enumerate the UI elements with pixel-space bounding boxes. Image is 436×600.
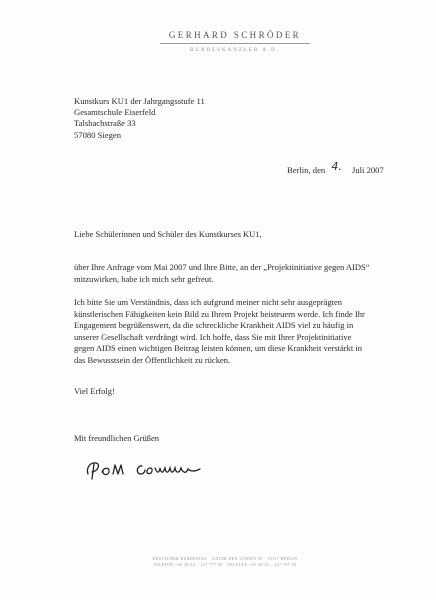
date-suffix: Juli 2007 <box>352 165 384 175</box>
paragraph-line: Ich bitte Sie um Verständnis, dass ich aufgrund meiner nicht sehr ausgeprägten <box>74 297 342 307</box>
paragraph-2 <box>74 297 394 367</box>
letter-date <box>287 160 384 176</box>
paragraph-line: künstlerischen Fähigkeiten kein Bild zu Ihrem Projekt beisteuern werde. Ich finde Ihr <box>74 308 365 319</box>
closing: Viel Erfolg! <box>74 386 115 396</box>
greeting: Mit freundlichen Grüßen <box>74 433 159 443</box>
salutation: Liebe Schülerinnen und Schüler des Kunstkurses KU1, <box>74 229 262 239</box>
recipient-line: Kunstkurs KU1 der Jahrgangsstufe 11 <box>74 96 205 106</box>
letterhead-title: BUNDESKANZLER A.D. <box>189 48 281 53</box>
footer-line: DEUTSCHER BUNDESTAG · UNTER DEN LINDEN 50 · 10117 BERLIN <box>152 557 298 561</box>
paragraph-line: über Ihre Anfrage vom Mai 2007 und Ihre Bitte, an der „Projektinitiative gegen AIDS“ <box>74 262 370 272</box>
date-day-handwritten: 4. <box>331 160 342 173</box>
recipient-line: 57080 Siegen <box>74 129 122 140</box>
signature-image <box>80 452 215 482</box>
recipient-line: Talsbachstraße 33 <box>74 118 136 129</box>
letterhead <box>160 30 310 53</box>
footer-line: TELEFON +49 30/22 – 227 777 50 · TELEFAX +49 30/22 – 227 707 50 <box>153 563 297 567</box>
recipient-address <box>74 96 205 141</box>
paragraph-line: Engagement begrüßenswert, da die schreckliche Krankheit AIDS viel zu häufig in <box>74 320 354 331</box>
paragraph-line: unserer Gesellschaft verdrängt wird. Ich hoffe, dass Sie mit Ihrer Projektinitiative <box>74 331 352 342</box>
paragraph-1 <box>74 262 394 285</box>
letterhead-name: GERHARD SCHRÖDER <box>160 30 310 44</box>
footer <box>110 556 340 568</box>
recipient-line: Gesamtschule Eiserfeld <box>74 107 156 118</box>
paragraph-line: das Bewusstsein der Öffentlichkeit zu rücken. <box>74 354 231 365</box>
date-prefix: Berlin, den <box>287 165 326 175</box>
paragraph-line: mitzuwirken, habe ich mich sehr gefreut. <box>74 273 214 284</box>
paragraph-line: gegen AIDS einen wichtigen Beitrag leisten können, um diese Krankheit verstärkt in <box>74 343 362 354</box>
